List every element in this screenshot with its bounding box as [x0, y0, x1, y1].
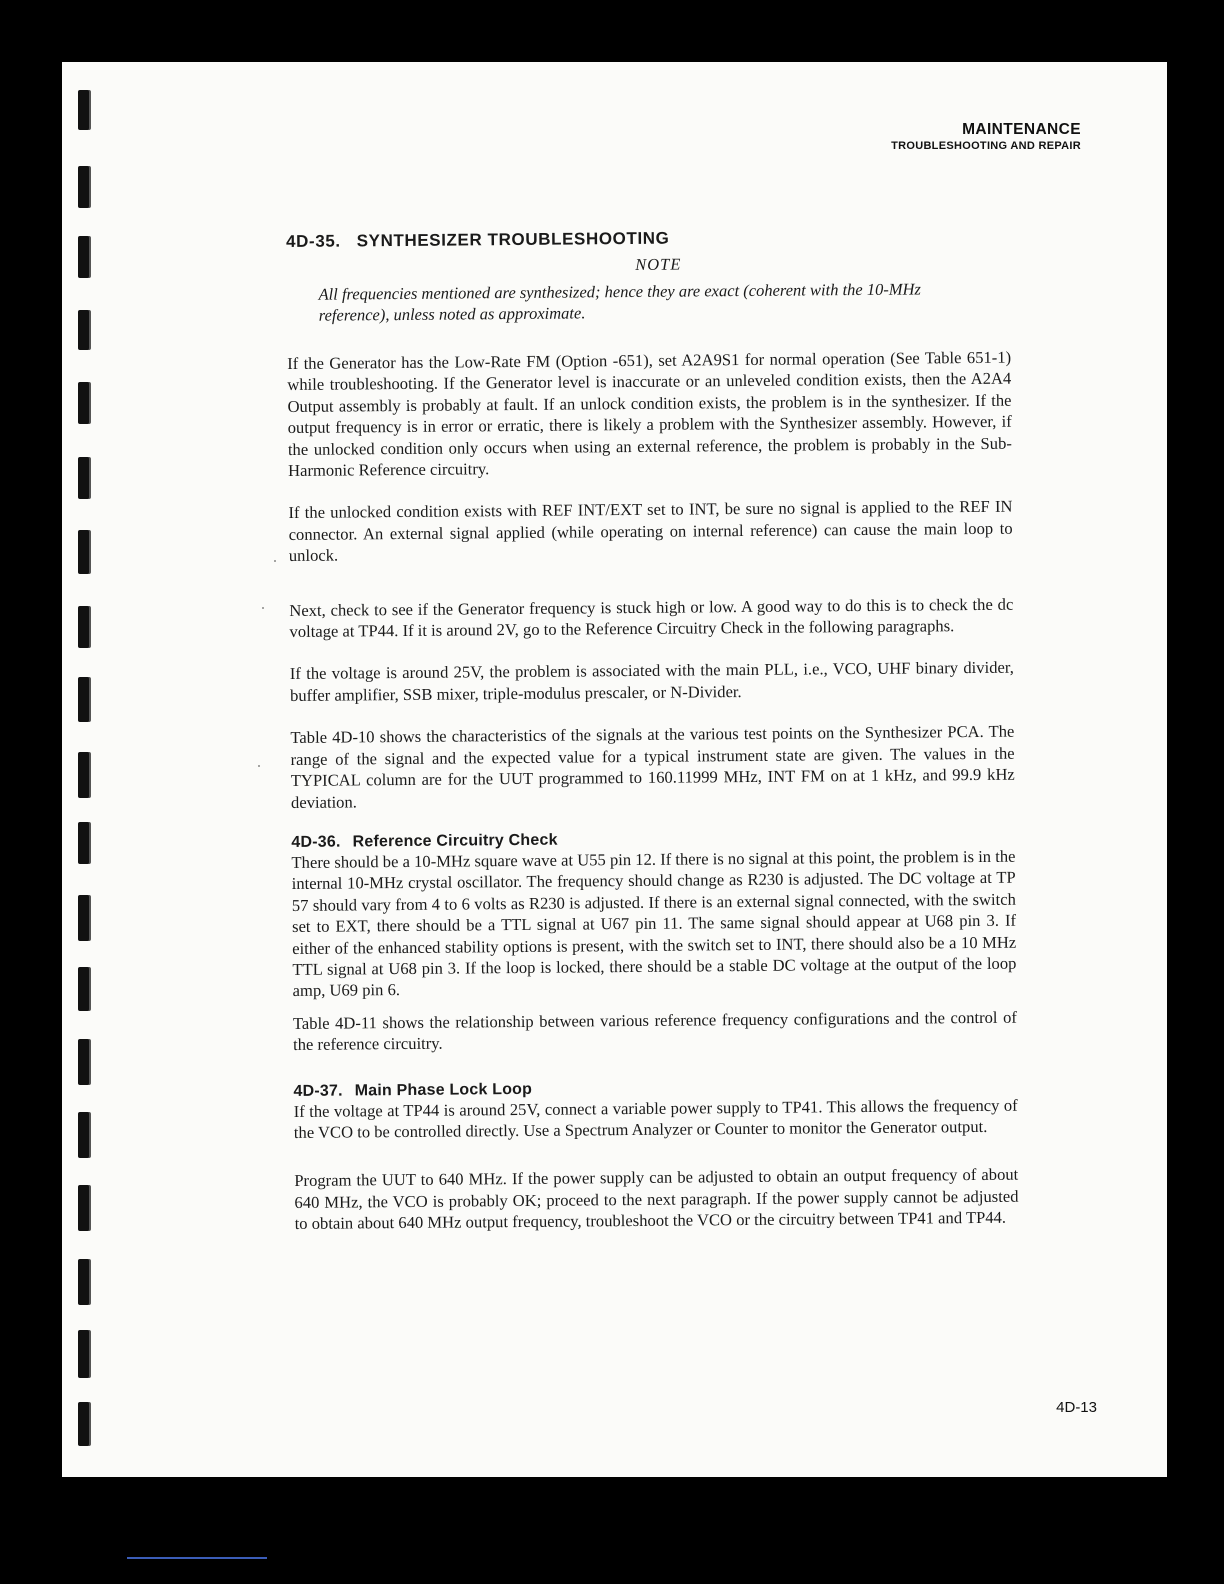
note-body: All frequencies mentioned are synthesized; hence they are exact (coherent with the 10-MHz reference), unless noted as approximate. [318, 279, 921, 325]
scan-artifact-line [127, 1557, 267, 1559]
section-number: 4D-35. [286, 231, 341, 251]
binder-hole-mark [78, 677, 89, 722]
binder-hole-mark [78, 1039, 89, 1085]
paragraph-table-4d10: Table 4D-10 shows the characteristics of the signals at the various test points on the Synthesizer PCA. The range of the signal and the expected value for a typical instrument state are given. The values in the TYPICAL column are for the UUT programmed to 160.11999 MHz, INT FM on at 1 kHz, and 99.9 kHz deviation. [290, 721, 1015, 812]
scan-speck [262, 607, 264, 609]
binder-hole-mark [78, 166, 89, 208]
binder-hole-mark [78, 895, 89, 941]
binder-hole-mark [78, 1112, 89, 1158]
paragraph-ref-int-ext: If the unlocked condition exists with REF INT/EXT set to INT, be sure no signal is applied to the REF IN connector. An external signal applied (while operating on internal reference) can cause the main loop to unlock. [288, 497, 1013, 566]
binder-hole-mark [78, 310, 89, 350]
binder-hole-mark [78, 1185, 89, 1231]
note-title: NOTE [635, 254, 682, 274]
paragraph-main-pll: If the voltage is around 25V, the problem is associated with the main PLL, i.e., VCO, UHF binary divider, buffer amplifier, SSB mixer, triple-modulus prescaler, or N-Divider. [289, 658, 1014, 705]
binder-hole-mark [78, 457, 89, 499]
section-heading [286, 226, 1010, 252]
paragraph-check-tp44: Next, check to see if the Generator frequency is stuck high or low. A good way to do this is to check the dc voltage at TP44. If it is around 2V, go to the Reference Circuitry Check in the following paragraphs. [289, 594, 1014, 642]
binder-hole-mark [78, 382, 89, 424]
subsection-number: 4D-37. [293, 1082, 343, 1100]
binder-hole-mark [78, 752, 89, 798]
binder-hole-mark [78, 236, 89, 278]
paragraph-variable-supply: If the voltage at TP44 is around 25V, connect a variable power supply to TP41. This allows the frequency of the VCO to be controlled directly. Use a Spectrum Analyzer or Counter to monitor the Generator output. [293, 1095, 1018, 1142]
paragraph-program-640: Program the UUT to 640 MHz. If the power supply can be adjusted to obtain an output frequency of about 640 MHz, the VCO is probably OK; proceed to the next paragraph. If the power supply cannot be adjusted to obtain about 640 MHz output frequency, troubleshoot the VCO or the circuitry between TP41 and TP44. [294, 1165, 1019, 1234]
paragraph-reference-check: There should be a 10-MHz square wave at U55 pin 12. If there is no signal at this point, the problem is in the internal 10-MHz crystal oscillator. The frequency should change as R230 is adjusted. The DC voltage at TP 57 should vary from 4 to 6 volts as R230 is adjusted. If there is an external signal connected, with the switch set to EXT, there should be a TTL signal at U67 pin 11. The same signal should appear at U68 pin 3. If either of the enhanced stability options is present, with the switch set to INT, there should also be a 10 MHz TTL signal at U68 pin 3. If the loop is locked, there should be a stable DC voltage at the output of the loop amp, U69 pin 6. [291, 846, 1017, 1001]
section-title: SYNTHESIZER TROUBLESHOOTING [356, 228, 670, 251]
binder-hole-mark [78, 90, 89, 130]
scan-speck [274, 560, 276, 562]
paragraph-unlock-overview: If the Generator has the Low-Rate FM (Option -651), set A2A9S1 for normal operation (See Table 651-1) while troubleshooting. If the Generator level is inaccurate or an unleveled condition exists, then the A2A4 Output assembly is probably at fault. If an unlock condition exists, the problem is in the synthesizer. If the output frequency is in error or erratic, there is likely a problem with the Synthesizer assembly. However, if the unlocked condition only occurs when using an external reference, the problem is probably in the Sub-Harmonic Reference circuitry. [287, 347, 1012, 481]
subsection-title: Reference Circuitry Check [352, 831, 558, 851]
binder-hole-mark [78, 1402, 89, 1446]
binder-hole-mark [78, 606, 89, 648]
paragraph-table-4d11: Table 4D-11 shows the relationship between various reference frequency configurations and the control of the reference circuitry. [292, 1007, 1017, 1055]
running-header-title: MAINTENANCE [962, 121, 1081, 138]
subsection-number: 4D-36. [291, 833, 341, 851]
binder-hole-mark [78, 1259, 89, 1305]
binder-hole-mark [78, 1330, 89, 1378]
subsection-title: Main Phase Lock Loop [354, 1080, 533, 1099]
binder-hole-mark [78, 530, 89, 574]
page-content [286, 226, 1019, 1235]
running-header-subtitle: TROUBLESHOOTING AND REPAIR [891, 140, 1081, 152]
binder-hole-mark [78, 967, 89, 1011]
document-page [62, 62, 1167, 1477]
page-number: 4D-13 [1056, 1399, 1097, 1416]
scan-speck [258, 765, 260, 767]
binder-hole-mark [78, 822, 89, 864]
